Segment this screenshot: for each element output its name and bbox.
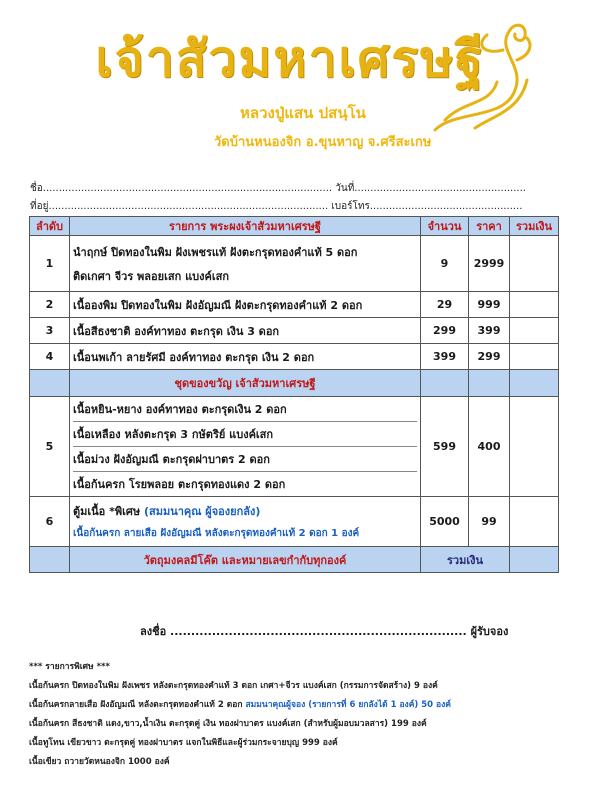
- header-banner: [0, 0, 606, 170]
- name-label: ชื่อ: [30, 183, 43, 194]
- row-item-line: เนื้อก้นครก โรยพลอย ตะกรุดทองแดง 2 ดอก: [73, 478, 286, 491]
- table-row: [30, 318, 559, 344]
- header-price: ราคา: [469, 217, 510, 236]
- sign-role: ผู้รับจอง: [470, 625, 509, 638]
- table-row: [30, 236, 559, 292]
- row-no: 6: [30, 497, 70, 547]
- monk-name: หลวงปู่แสน ปสนฺโน: [240, 104, 366, 122]
- table-row: [30, 292, 559, 318]
- row-no: 5: [30, 397, 70, 497]
- blank-cell: [30, 547, 70, 573]
- dragon-icon: [415, 10, 535, 140]
- row-total-cell[interactable]: [510, 292, 559, 318]
- note-line: เนื้อทูโทน เขียวขาว ตะกรุดคู่ ทองฝาบาตร แจกในพิธีและผู้ร่วมกระจายบุญ 999 องค์: [29, 738, 338, 748]
- row-total-cell[interactable]: [510, 318, 559, 344]
- table-header-row: [30, 217, 559, 236]
- temple-name: วัดบ้านหนองจิก อ.ขุนหาญ จ.ศรีสะเกษ: [214, 135, 432, 150]
- row-item-line: เนื้อหยิน-หยาง องค์ทาทอง ตะกรุดเงิน 2 ดอก: [73, 397, 417, 422]
- row-price: 400: [469, 397, 510, 497]
- order-table: [29, 216, 559, 573]
- row-price: 999: [469, 292, 510, 318]
- row-item: [70, 397, 421, 497]
- row-total-cell[interactable]: [510, 497, 559, 547]
- date-label: วันที่: [335, 183, 355, 194]
- sign-label: ลงชื่อ: [140, 625, 167, 638]
- note-line: เนื้อก้นครก สีธงชาติ แดง,ขาว,น้ำเงิน ตะกรุดคู่ เงิน ทองฝาบาตร แบงค์เสก (สำหรับผู้มอบมวลสาร) 199 องค์: [29, 719, 427, 729]
- row-item-line: ตู้มเนื้อ *พิเศษ: [73, 505, 141, 518]
- row-item-line: เนื้อเหลือง หลังตะกรุด 3 กษัตริย์ แบงค์เสก: [73, 422, 417, 447]
- grand-total-cell[interactable]: [510, 547, 559, 573]
- row-item-line: เนื้อม่วง ฝังอัญมณี ตะกรุดฝาบาตร 2 ดอก: [73, 447, 417, 472]
- blank-cell: [510, 370, 559, 397]
- gift-title-row: [30, 370, 559, 397]
- blank-cell: [30, 370, 70, 397]
- header-no: ลำดับ: [30, 217, 70, 236]
- special-notes: [29, 659, 451, 773]
- row-item: เนื้อนพเก้า ลายรัศมี องค์ทาทอง ตะกรุด เงิน 2 ดอก: [70, 344, 421, 370]
- gift-title: ชุดของขวัญ เจ้าสัวมหาเศรษฐี: [70, 370, 421, 397]
- blank-cell: [421, 370, 469, 397]
- address-label: ที่อยู่: [30, 201, 49, 212]
- note-highlight: สมมนาคุณผู้จอง (รายการที่ 6 ยกลังได้ 1 องค์) 50 องค์: [245, 700, 451, 710]
- row-price: 2999: [469, 236, 510, 292]
- row-item: เนื้อองพิม ปิดทองในพิม ฝังอัญมณี ฝังตะกรุดทองคำแท้ 2 ดอก: [70, 292, 421, 318]
- blank-cell: [469, 370, 510, 397]
- row-item: [70, 236, 421, 292]
- row-price: 399: [469, 318, 510, 344]
- row-no: 3: [30, 318, 70, 344]
- row-qty: 5000: [421, 497, 469, 547]
- signature-line[interactable]: ลงชื่อ ....................................................................... ผู้รับจอง: [140, 625, 509, 638]
- address-field[interactable]: ที่อยู่........................................................................................ เบอร์โทร................................................: [30, 201, 523, 212]
- note-line: เนื้อก้นครก ปิดทองในพิม ฝังเพชร หลังตะกรุดทองคำแท้ 3 ดอก เกศา+จีวร แบงค์เสก (กรรมการจัดสร้าง) 9 องค์: [29, 681, 438, 691]
- sum-label: รวมเงิน: [421, 547, 510, 573]
- row-price: 99: [469, 497, 510, 547]
- row-price: 299: [469, 344, 510, 370]
- product-title: เจ้าสัวมหาเศรษฐี: [95, 29, 485, 88]
- row-no: 4: [30, 344, 70, 370]
- note-line: เนื้อเขียว ถวายวัดหนองจิก 1000 องค์: [29, 757, 170, 767]
- row-total-cell[interactable]: [510, 344, 559, 370]
- table-footer-row: [30, 547, 559, 573]
- table-row: [30, 497, 559, 547]
- header-item: รายการ พระผงเจ้าสัวมหาเศรษฐี: [70, 217, 421, 236]
- header-total: รวมเงิน: [510, 217, 559, 236]
- row-item: เนื้อสีธงชาติ องค์ทาทอง ตะกรุด เงิน 3 ดอก: [70, 318, 421, 344]
- note-text: เนื้อก้นครกลายเสือ ฝังอัญมณี หลังตะกรุดทองคำแท้ 2 ดอก: [29, 700, 243, 710]
- row-total-cell[interactable]: [510, 236, 559, 292]
- table-row: [30, 344, 559, 370]
- row-qty: 599: [421, 397, 469, 497]
- phone-label: เบอร์โทร: [331, 201, 370, 212]
- row-qty: 299: [421, 318, 469, 344]
- row-qty: 399: [421, 344, 469, 370]
- row-item-line: ติดเกศา จีวร พลอยเสก แบงค์เสก: [73, 269, 229, 283]
- notes-title: *** รายการพิเศษ ***: [29, 662, 110, 672]
- row-no: 1: [30, 236, 70, 292]
- footer-note: วัตถุมงคลมีโค๊ต และหมายเลขกำกับทุกองค์: [70, 547, 421, 573]
- table-row: [30, 397, 559, 497]
- row-qty: 29: [421, 292, 469, 318]
- row-item: [70, 497, 421, 547]
- note-line: [29, 697, 451, 711]
- row-item-note: (สมมนาคุณ ผู้จองยกลัง): [143, 505, 261, 518]
- row-item-line: นำฤกษ์ ปิดทองในพิม ฝังเพชรแท้ ฝังตะกรุดทองคำแท้ 5 ดอก: [73, 245, 358, 259]
- row-total-cell[interactable]: [510, 397, 559, 497]
- row-qty: 9: [421, 236, 469, 292]
- row-no: 2: [30, 292, 70, 318]
- header-qty: จำนวน: [421, 217, 469, 236]
- name-field[interactable]: ชื่อ........................................................................................... วันที่......................................................: [30, 183, 526, 194]
- row-item-line: เนื้อก้นครก ลายเสือ ฝังอัญมณี หลังตะกรุดทองคำแท้ 2 ดอก 1 องค์: [73, 528, 360, 539]
